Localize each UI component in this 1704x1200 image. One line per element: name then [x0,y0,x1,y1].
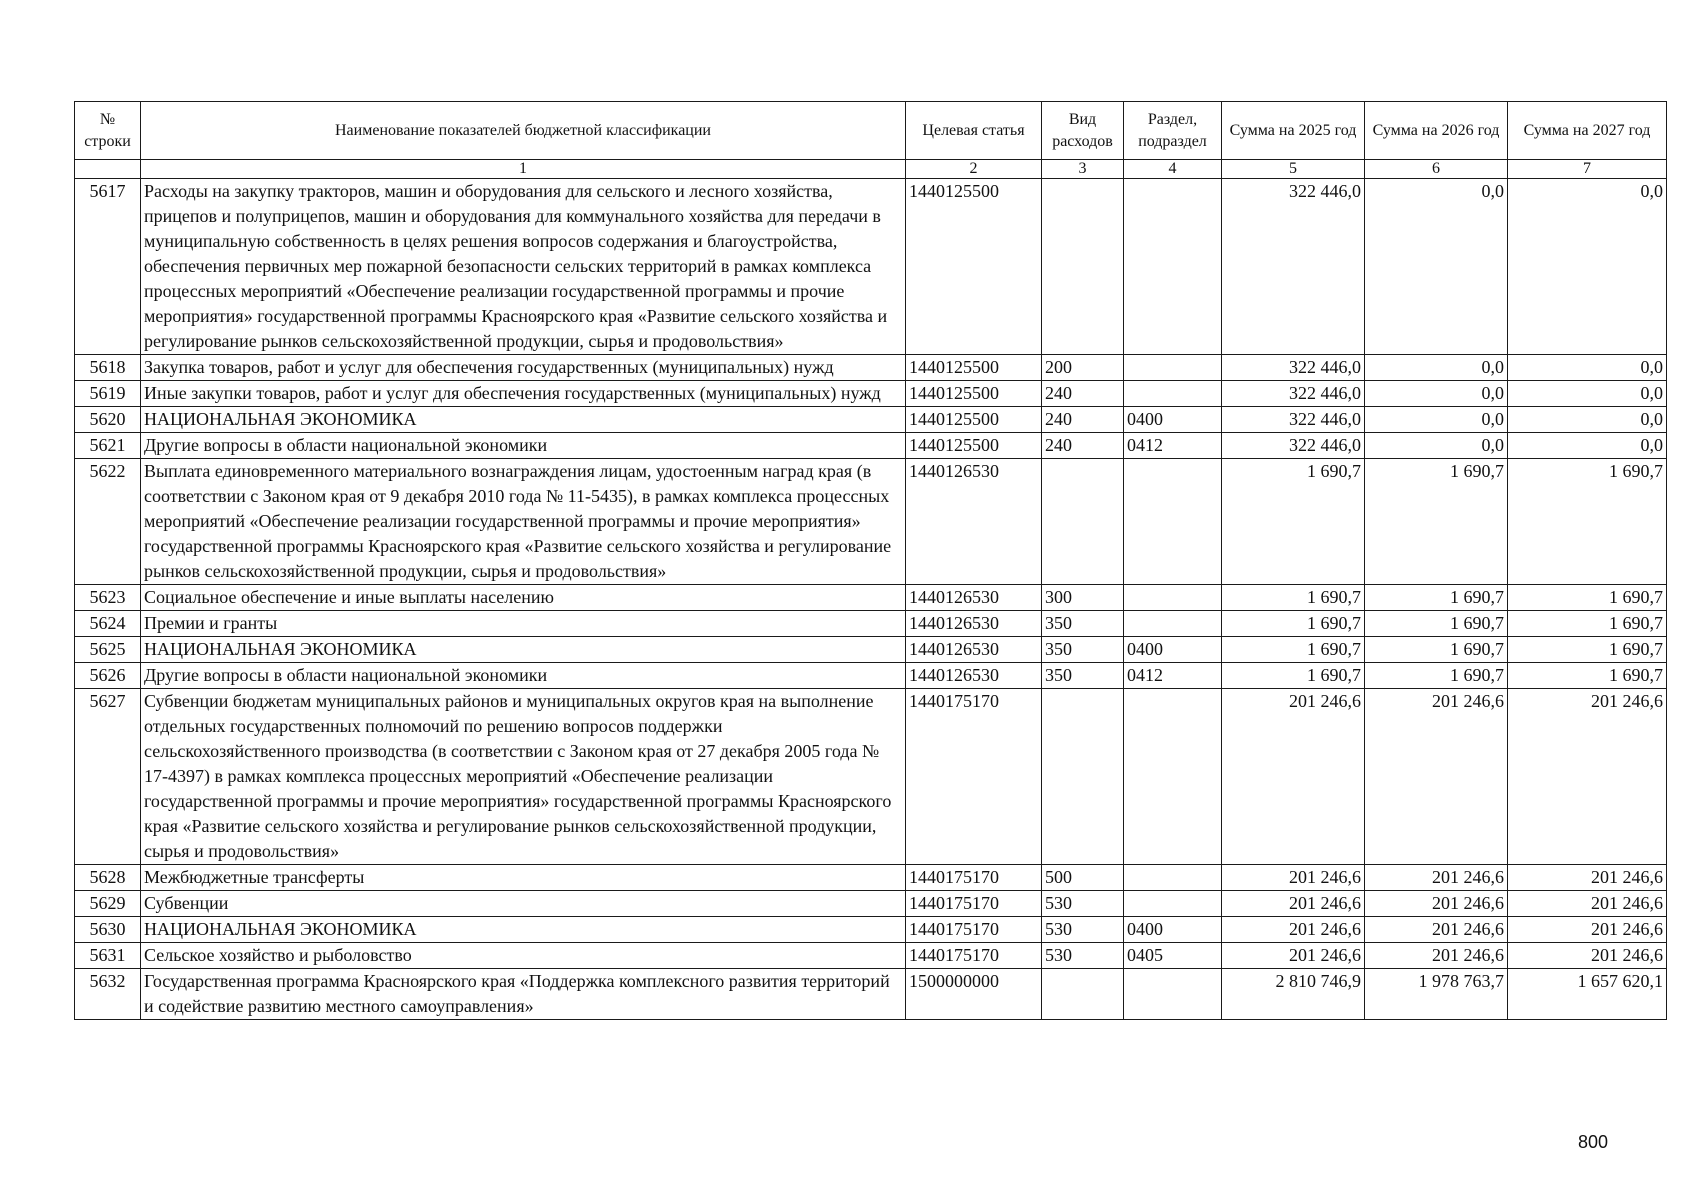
expense-type-cell: 530 [1042,943,1124,969]
sum-2025-cell: 1 690,7 [1222,637,1365,663]
section-cell [1124,179,1222,355]
indicator-name-cell: Закупка товаров, работ и услуг для обеспечения государственных (муниципальных) нужд [141,355,906,381]
table-row [75,663,1667,689]
section-cell [1124,865,1222,891]
table-row [75,969,1667,1020]
expense-type-cell: 530 [1042,891,1124,917]
header-sum-2027: Сумма на 2027 год [1508,102,1667,160]
table-row [75,637,1667,663]
row-number-cell: 5629 [75,891,141,917]
section-cell: 0412 [1124,433,1222,459]
row-number-cell: 5626 [75,663,141,689]
section-cell: 0400 [1124,637,1222,663]
sum-2026-cell: 0,0 [1365,179,1508,355]
target-article-cell: 1440126530 [906,459,1042,585]
section-cell [1124,381,1222,407]
sum-2027-cell: 1 690,7 [1508,585,1667,611]
budget-sheet [74,101,1667,1020]
expense-type-cell [1042,689,1124,865]
section-cell [1124,355,1222,381]
row-number-cell: 5619 [75,381,141,407]
expense-type-cell: 300 [1042,585,1124,611]
expense-type-cell: 240 [1042,407,1124,433]
sum-2025-cell: 1 690,7 [1222,663,1365,689]
sum-2025-cell: 1 690,7 [1222,585,1365,611]
expense-type-cell [1042,179,1124,355]
row-number-cell: 5622 [75,459,141,585]
column-number: 6 [1365,160,1508,179]
section-cell [1124,969,1222,1020]
sum-2027-cell: 0,0 [1508,433,1667,459]
row-number-cell: 5630 [75,917,141,943]
row-number-cell: 5618 [75,355,141,381]
row-number-cell: 5631 [75,943,141,969]
sum-2027-cell: 201 246,6 [1508,865,1667,891]
header-razdel: Раздел, подраздел [1124,102,1222,160]
row-number-cell: 5628 [75,865,141,891]
expense-type-cell: 530 [1042,917,1124,943]
indicator-name-cell: Социальное обеспечение и иные выплаты населению [141,585,906,611]
section-cell [1124,611,1222,637]
sum-2025-cell: 322 446,0 [1222,179,1365,355]
target-article-cell: 1440175170 [906,943,1042,969]
target-article-cell: 1440125500 [906,407,1042,433]
row-number-cell: 5623 [75,585,141,611]
sum-2026-cell: 0,0 [1365,381,1508,407]
column-number: 7 [1508,160,1667,179]
column-number-row [75,160,1667,179]
row-number-cell: 5625 [75,637,141,663]
expense-type-cell [1042,969,1124,1020]
indicator-name-cell: Расходы на закупку тракторов, машин и оборудования для сельского и лесного хозяйства, прицепов и полуприцепов, машин и оборудования для коммунального хозяйства для передачи в муниципальную собственность в целях решения вопросов содержания и благоустройства, обеспечения первичных мер пожарной безопасности сельских территорий в рамках комплекса процессных мероприятий «Обеспечение реализации государственной программы и прочие мероприятия» государственной программы Красноярского края «Развитие сельского хозяйства и регулирование рынков сельскохозяйственной продукции, сырья и продовольствия» [141,179,906,355]
sum-2026-cell: 201 246,6 [1365,943,1508,969]
target-article-cell: 1440125500 [906,381,1042,407]
table-row [75,433,1667,459]
expense-type-cell: 240 [1042,381,1124,407]
table-row [75,943,1667,969]
sum-2027-cell: 1 690,7 [1508,459,1667,585]
budget-table [74,101,1667,1020]
table-row [75,407,1667,433]
sum-2027-cell: 201 246,6 [1508,891,1667,917]
table-row [75,179,1667,355]
indicator-name-cell: Государственная программа Красноярского края «Поддержка комплексного развития территорий и содействие развитию местного самоуправления» [141,969,906,1020]
sum-2026-cell: 0,0 [1365,433,1508,459]
table-row [75,891,1667,917]
sum-2025-cell: 322 446,0 [1222,355,1365,381]
target-article-cell: 1500000000 [906,969,1042,1020]
section-cell: 0400 [1124,407,1222,433]
expense-type-cell: 200 [1042,355,1124,381]
indicator-name-cell: Другие вопросы в области национальной экономики [141,433,906,459]
sum-2027-cell: 201 246,6 [1508,917,1667,943]
page-number: 800 [1578,1132,1609,1152]
indicator-name-cell: Выплата единовременного материального вознаграждения лицам, удостоенным наград края (в соответствии с Законом края от 9 декабря 2010 года № 11-5435), в рамках комплекса процессных мероприятий «Обеспечение реализации государственной программы и прочие мероприятия» государственной программы Красноярского края «Развитие сельского хозяйства и регулирование рынков сельскохозяйственной продукции, сырья и продовольствия» [141,459,906,585]
table-row [75,917,1667,943]
row-number-cell: 5632 [75,969,141,1020]
expense-type-cell: 350 [1042,663,1124,689]
indicator-name-cell: Межбюджетные трансферты [141,865,906,891]
indicator-name-cell: Субвенции бюджетам муниципальных районов и муниципальных округов края на выполнение отдельных государственных полномочий по решению вопросов поддержки сельскохозяйственного производства (в соответствии с Законом края от 27 декабря 2005 года № 17-4397) в рамках комплекса процессных мероприятий «Обеспечение реализации государственной программы и прочие мероприятия» государственной программы Красноярского края «Развитие сельского хозяйства и регулирование рынков сельскохозяйственной продукции, сырья и продовольствия» [141,689,906,865]
table-row [75,459,1667,585]
header-vid: Вид расходов [1042,102,1124,160]
sum-2026-cell: 201 246,6 [1365,689,1508,865]
table-body [75,179,1667,1020]
indicator-name-cell: Иные закупки товаров, работ и услуг для обеспечения государственных (муниципальных) нужд [141,381,906,407]
sum-2025-cell: 322 446,0 [1222,433,1365,459]
row-number-cell: 5624 [75,611,141,637]
expense-type-cell: 350 [1042,637,1124,663]
sum-2025-cell: 201 246,6 [1222,917,1365,943]
sum-2026-cell: 1 690,7 [1365,637,1508,663]
sum-2026-cell: 1 978 763,7 [1365,969,1508,1020]
sum-2027-cell: 1 690,7 [1508,637,1667,663]
section-cell [1124,585,1222,611]
header-sum-2026: Сумма на 2026 год [1365,102,1508,160]
indicator-name-cell: Премии и гранты [141,611,906,637]
sum-2027-cell: 0,0 [1508,407,1667,433]
target-article-cell: 1440126530 [906,663,1042,689]
sum-2027-cell: 201 246,6 [1508,943,1667,969]
sum-2026-cell: 1 690,7 [1365,663,1508,689]
column-number: 5 [1222,160,1365,179]
indicator-name-cell: НАЦИОНАЛЬНАЯ ЭКОНОМИКА [141,637,906,663]
header-row-no: № строки [75,102,141,160]
indicator-name-cell: НАЦИОНАЛЬНАЯ ЭКОНОМИКА [141,407,906,433]
target-article-cell: 1440126530 [906,611,1042,637]
table-row [75,611,1667,637]
target-article-cell: 1440125500 [906,433,1042,459]
header-name: Наименование показателей бюджетной классификации [141,102,906,160]
sum-2027-cell: 0,0 [1508,381,1667,407]
sum-2025-cell: 1 690,7 [1222,611,1365,637]
column-number: 2 [906,160,1042,179]
sum-2025-cell: 201 246,6 [1222,943,1365,969]
section-cell: 0400 [1124,917,1222,943]
table-header [75,102,1667,179]
sum-2025-cell: 322 446,0 [1222,407,1365,433]
sum-2027-cell: 1 690,7 [1508,663,1667,689]
column-number: 1 [141,160,906,179]
table-row [75,689,1667,865]
section-cell [1124,459,1222,585]
sum-2027-cell: 0,0 [1508,355,1667,381]
target-article-cell: 1440175170 [906,891,1042,917]
indicator-name-cell: Субвенции [141,891,906,917]
expense-type-cell: 350 [1042,611,1124,637]
sum-2025-cell: 201 246,6 [1222,865,1365,891]
column-number: 4 [1124,160,1222,179]
row-number-cell: 5627 [75,689,141,865]
expense-type-cell: 500 [1042,865,1124,891]
sum-2027-cell: 201 246,6 [1508,689,1667,865]
sum-2025-cell: 1 690,7 [1222,459,1365,585]
sum-2025-cell: 322 446,0 [1222,381,1365,407]
sum-2026-cell: 1 690,7 [1365,459,1508,585]
sum-2026-cell: 0,0 [1365,407,1508,433]
table-row [75,381,1667,407]
sum-2025-cell: 201 246,6 [1222,689,1365,865]
sum-2026-cell: 201 246,6 [1365,865,1508,891]
indicator-name-cell: НАЦИОНАЛЬНАЯ ЭКОНОМИКА [141,917,906,943]
row-number-cell: 5620 [75,407,141,433]
sum-2026-cell: 201 246,6 [1365,917,1508,943]
indicator-name-cell: Сельское хозяйство и рыболовство [141,943,906,969]
row-number-cell: 5621 [75,433,141,459]
row-number-cell: 5617 [75,179,141,355]
target-article-cell: 1440175170 [906,689,1042,865]
expense-type-cell [1042,459,1124,585]
target-article-cell: 1440175170 [906,865,1042,891]
indicator-name-cell: Другие вопросы в области национальной экономики [141,663,906,689]
sum-2027-cell: 0,0 [1508,179,1667,355]
column-number: 3 [1042,160,1124,179]
column-number-blank [75,160,141,179]
section-cell: 0405 [1124,943,1222,969]
table-row [75,355,1667,381]
expense-type-cell: 240 [1042,433,1124,459]
target-article-cell: 1440126530 [906,585,1042,611]
sum-2026-cell: 1 690,7 [1365,611,1508,637]
sum-2026-cell: 0,0 [1365,355,1508,381]
section-cell [1124,891,1222,917]
target-article-cell: 1440125500 [906,179,1042,355]
sum-2025-cell: 2 810 746,9 [1222,969,1365,1020]
table-row [75,585,1667,611]
section-cell [1124,689,1222,865]
sum-2025-cell: 201 246,6 [1222,891,1365,917]
sum-2026-cell: 201 246,6 [1365,891,1508,917]
header-target: Целевая статья [906,102,1042,160]
section-cell: 0412 [1124,663,1222,689]
target-article-cell: 1440125500 [906,355,1042,381]
target-article-cell: 1440126530 [906,637,1042,663]
sum-2026-cell: 1 690,7 [1365,585,1508,611]
target-article-cell: 1440175170 [906,917,1042,943]
sum-2027-cell: 1 657 620,1 [1508,969,1667,1020]
header-sum-2025: Сумма на 2025 год [1222,102,1365,160]
table-row [75,865,1667,891]
sum-2027-cell: 1 690,7 [1508,611,1667,637]
